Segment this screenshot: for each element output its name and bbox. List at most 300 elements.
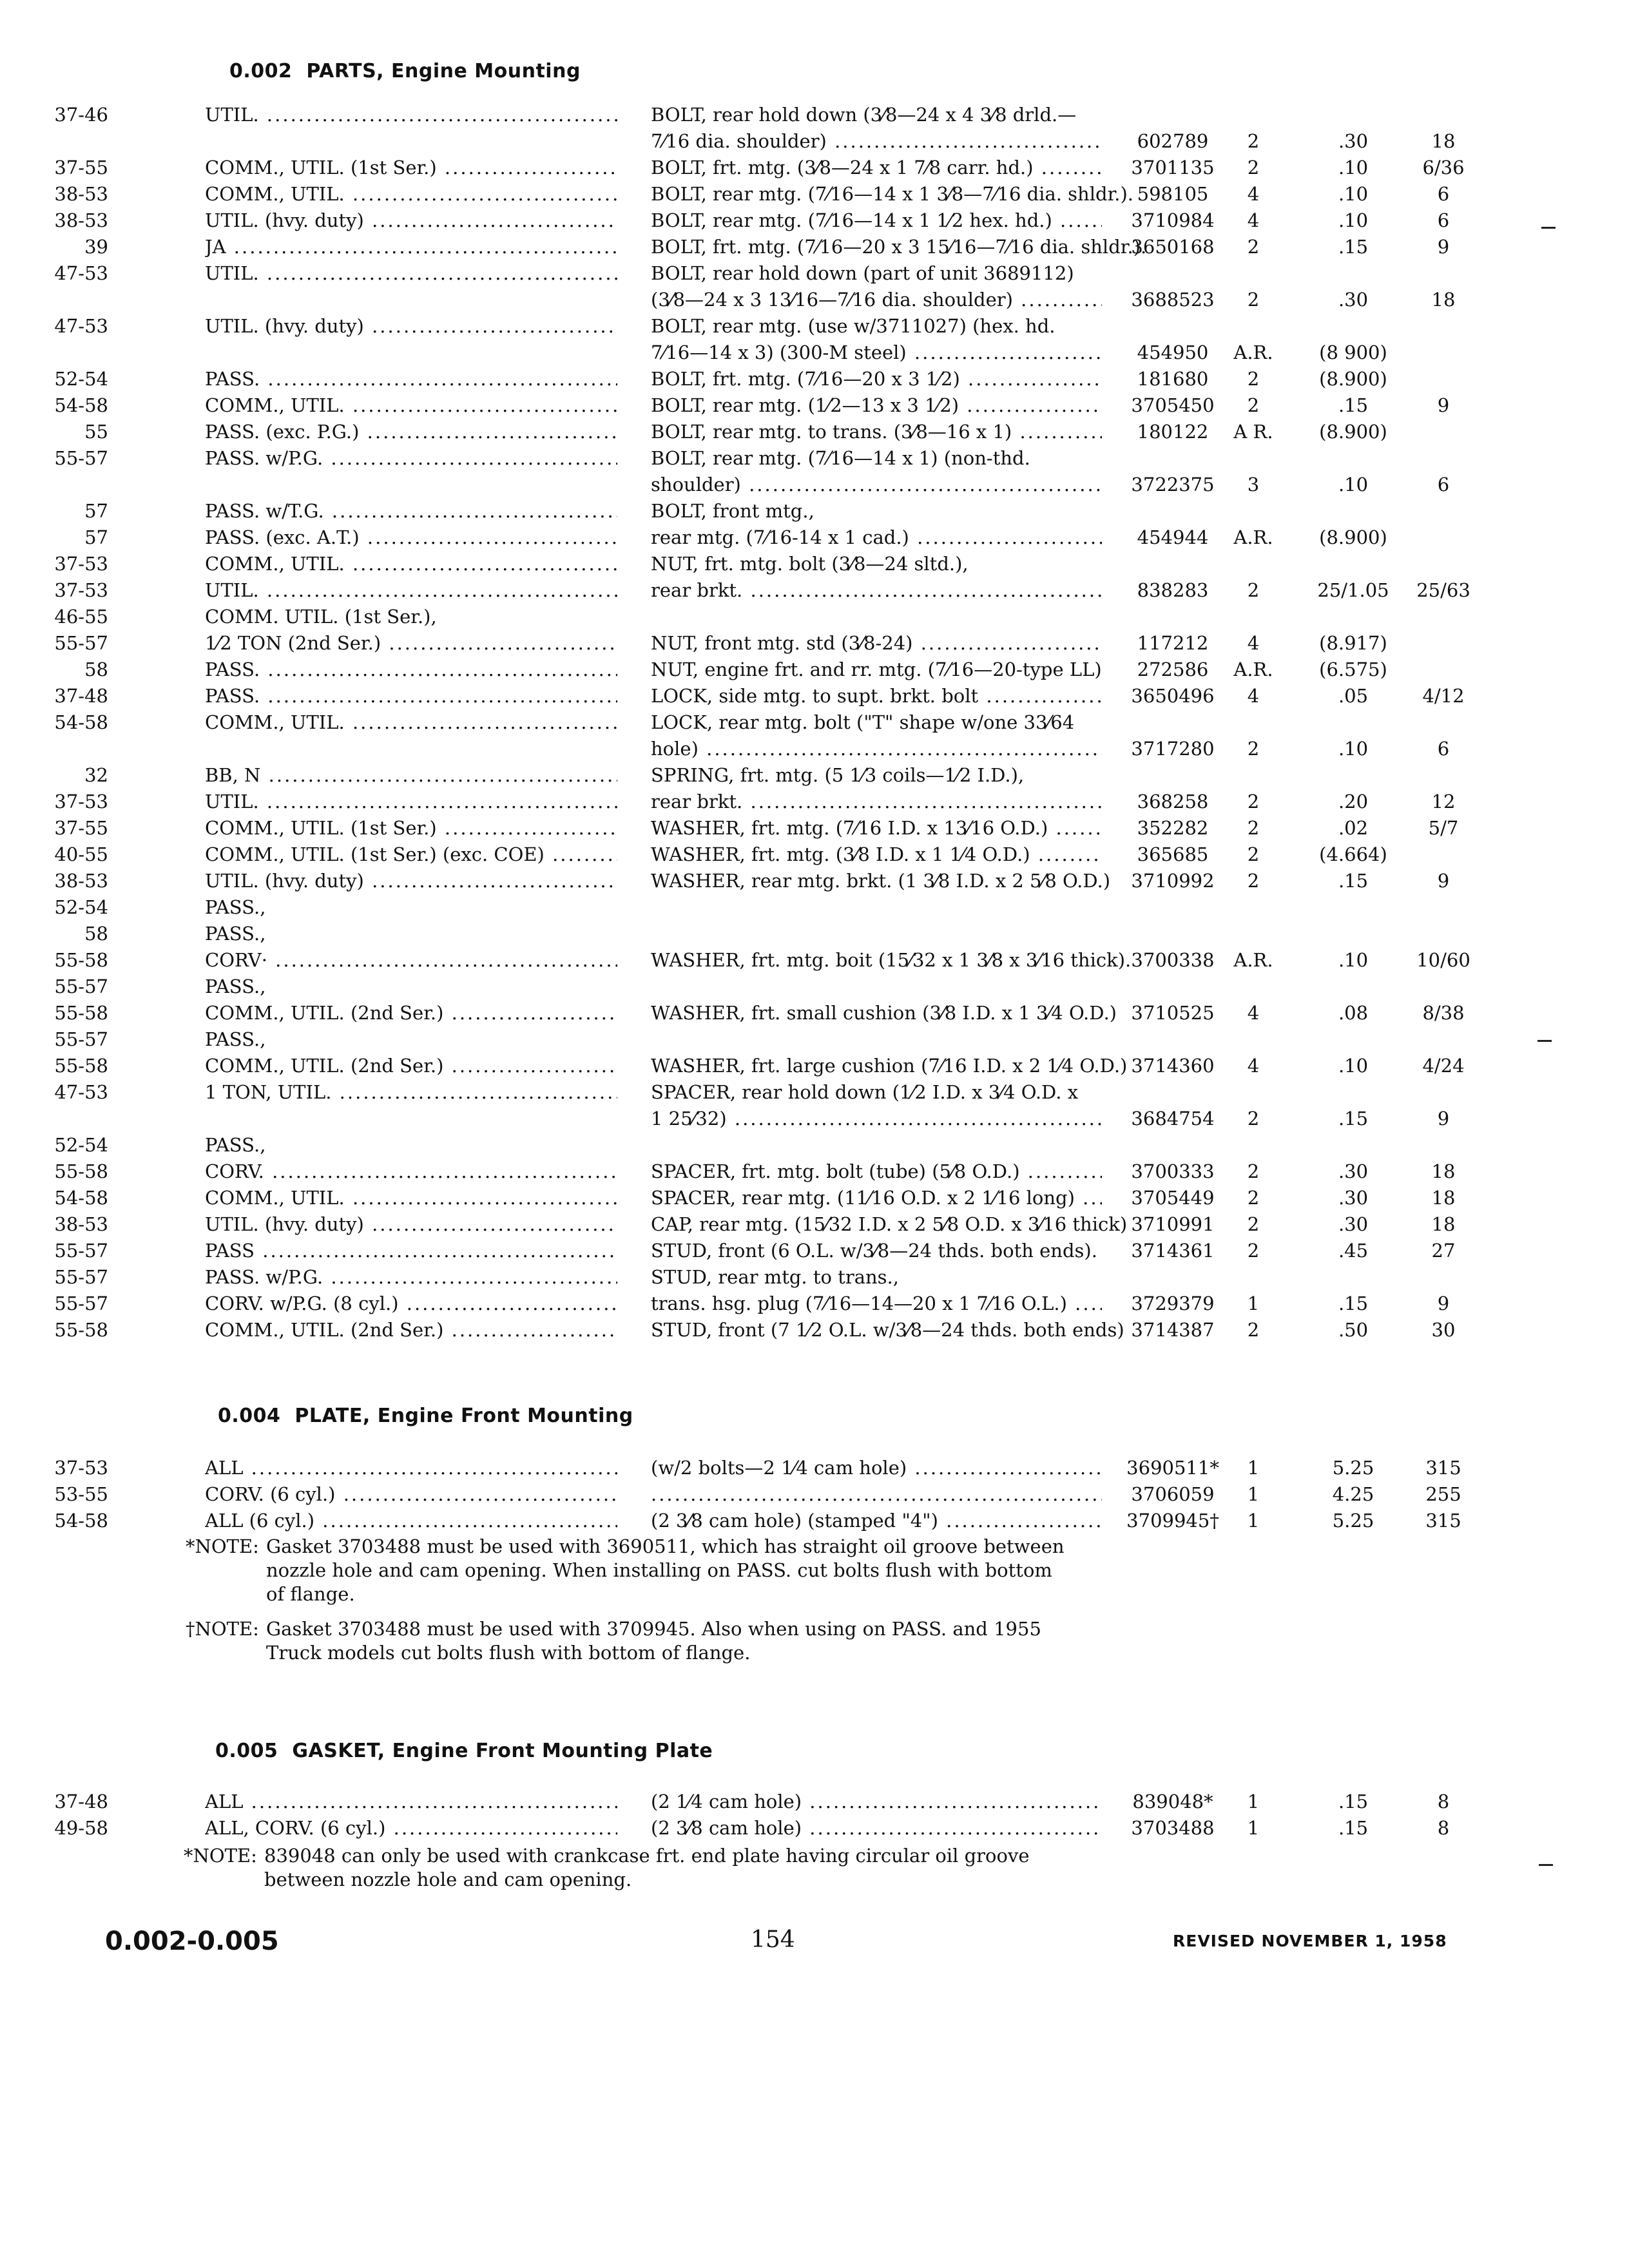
cell-model: COMM., UTIL. ..... [205, 1185, 617, 1211]
table-row [0, 1079, 1629, 1106]
cell-year: 55-58 [54, 1319, 108, 1341]
cell-pack: 30 [1431, 1319, 1456, 1341]
note-line: of flange. [266, 1583, 355, 1605]
table-row [0, 313, 1629, 340]
cell-desc: WASHER, frt. mtg. boit (15⁄32 x 1 3⁄8 x 3⁄16 thick). [651, 949, 1132, 971]
cell-part: 3722375 [1131, 474, 1215, 495]
cell-qty: 1 [1247, 1817, 1260, 1839]
cell-year: 37-55 [54, 157, 108, 178]
cell-price: .30 [1338, 1213, 1369, 1235]
cell-pack: 5/7 [1428, 817, 1459, 839]
cell-price: (6.575) [1319, 658, 1387, 680]
note-label: *NOTE: [184, 1845, 257, 1867]
cell-desc: (2 3⁄8 cam hole) (stamped "4") ..... [651, 1508, 1102, 1534]
table-row [0, 604, 1629, 630]
cell-model: COMM., UTIL. (2nd Ser.) ..... [205, 1000, 617, 1026]
cell-year: 54-58 [54, 711, 108, 733]
cell-pack: 18 [1431, 289, 1456, 311]
cell-price: .15 [1338, 236, 1369, 258]
section-number: 0.002 [229, 60, 293, 82]
cell-year: 55-58 [54, 949, 108, 971]
cell-price: .10 [1338, 949, 1369, 971]
note-line: Gasket 3703488 must be used with 3709945. Also when using on PASS. and 1955 [266, 1618, 1041, 1640]
cell-qty: 2 [1247, 870, 1260, 892]
table-row [0, 630, 1629, 657]
table-row [0, 657, 1629, 683]
cell-price: .15 [1338, 394, 1369, 416]
cell-qty: 2 [1247, 843, 1260, 865]
cell-model: 1 TON, UTIL. ..... [205, 1079, 617, 1106]
cell-desc: WASHER, frt. mtg. (7⁄16 I.D. x 13⁄16 O.D.) ..... [651, 815, 1102, 841]
cell-qty: 2 [1247, 130, 1260, 152]
cell-part: 3705449 [1131, 1187, 1215, 1209]
parts-table-front-mounting-gasket [0, 1789, 1629, 1841]
cell-qty: 2 [1247, 579, 1260, 601]
cell-model: COMM., UTIL. ..... [205, 181, 617, 207]
cell-desc: (2 1⁄4 cam hole) ..... [651, 1789, 1102, 1815]
cell-model: PASS. (exc. P.G.) ..... [205, 419, 617, 445]
table-row [0, 366, 1629, 392]
table-row [0, 894, 1629, 921]
cell-part: 3650496 [1131, 685, 1215, 707]
cell-year: 57 [84, 500, 108, 522]
note-line: Gasket 3703488 must be used with 3690511, which has straight oil groove between [266, 1535, 1065, 1557]
table-row [0, 1238, 1629, 1264]
cell-part: 598105 [1137, 183, 1209, 205]
cell-desc: BOLT, front mtg., [651, 500, 815, 522]
cell-price: .15 [1338, 1293, 1369, 1314]
cell-pack: 25/63 [1416, 579, 1470, 601]
cell-qty: 1 [1247, 1791, 1260, 1812]
table-row [0, 340, 1629, 366]
cell-part: 3710992 [1131, 870, 1215, 892]
cell-qty: 4 [1247, 209, 1260, 231]
cell-part: 117212 [1137, 632, 1209, 654]
cell-model: ALL, CORV. (6 cyl.) ..... [205, 1815, 617, 1841]
cell-model: ALL ..... [205, 1789, 617, 1815]
table-row [0, 472, 1629, 498]
table-row [0, 789, 1629, 815]
cell-part: 838283 [1137, 579, 1209, 601]
cell-model: JA ..... [205, 234, 617, 260]
cell-part: 3714361 [1131, 1240, 1215, 1262]
table-row [0, 1185, 1629, 1211]
cell-pack: 18 [1431, 1160, 1456, 1182]
footer-page-number: 154 [751, 1927, 795, 1953]
cell-year: 54-58 [54, 1187, 108, 1209]
table-row [0, 974, 1629, 1000]
cell-price: (8.900) [1319, 421, 1387, 443]
table-row [0, 577, 1629, 604]
cell-price: (4.664) [1319, 843, 1387, 865]
note-plate-asterisk [186, 1535, 1065, 1606]
cell-qty: 4 [1247, 685, 1260, 707]
cell-price: 5.25 [1332, 1510, 1374, 1532]
note-line: nozzle hole and cam opening. When installing on PASS. cut bolts flush with bottom [266, 1559, 1052, 1581]
cell-desc: (w/2 bolts—2 1⁄4 cam hole) ..... [651, 1455, 1102, 1481]
cell-model: PASS., [205, 923, 266, 945]
cell-desc: LOCK, rear mtg. bolt ("T" shape w/one 33⁄64 [651, 711, 1075, 733]
cell-year: 46-55 [54, 606, 108, 628]
cell-qty: A.R. [1233, 341, 1273, 363]
cell-year: 47-53 [54, 262, 108, 284]
cell-price: 25/1.05 [1317, 579, 1389, 601]
cell-year: 55 [84, 421, 108, 443]
cell-qty: 4 [1247, 1055, 1260, 1077]
note-line: between nozzle hole and cam opening. [264, 1869, 632, 1890]
cell-model: PASS. ..... [205, 366, 617, 392]
cell-desc: WASHER, rear mtg. brkt. (1 3⁄8 I.D. x 2 5⁄8 O.D.) [651, 870, 1111, 892]
cell-qty: A.R. [1233, 526, 1273, 548]
cell-price: .20 [1338, 791, 1369, 812]
cell-year: 37-53 [54, 579, 108, 601]
margin-mark [1541, 227, 1556, 229]
table-row [0, 207, 1629, 234]
table-row [0, 287, 1629, 313]
cell-price: .10 [1338, 1055, 1369, 1077]
table-row [0, 419, 1629, 445]
cell-part: 3710991 [1131, 1213, 1215, 1235]
cell-price: .15 [1338, 870, 1369, 892]
cell-model: 1⁄2 TON (2nd Ser.) ..... [205, 630, 617, 657]
section-heading: PLATE, Engine Front Mounting [294, 1405, 633, 1427]
table-row [0, 1132, 1629, 1158]
cell-pack: 12 [1431, 791, 1456, 812]
cell-part: 3701135 [1131, 157, 1215, 178]
cell-part: 181680 [1137, 368, 1209, 390]
cell-price: .15 [1338, 1791, 1369, 1812]
cell-part: 3714360 [1131, 1055, 1215, 1077]
cell-qty: 2 [1247, 1160, 1260, 1182]
cell-year: 55-57 [54, 1240, 108, 1262]
cell-price: .50 [1338, 1319, 1369, 1341]
cell-qty: 2 [1247, 738, 1260, 760]
section-number: 0.004 [218, 1405, 281, 1427]
note-plate-dagger [186, 1617, 1041, 1665]
table-row [0, 762, 1629, 789]
cell-part: 3690511* [1126, 1457, 1219, 1479]
cell-model: UTIL. ..... [205, 260, 617, 287]
margin-mark [1537, 1040, 1552, 1042]
cell-price: 4.25 [1332, 1483, 1374, 1505]
cell-model: UTIL. ..... [205, 577, 617, 604]
table-row [0, 1026, 1629, 1053]
cell-desc: WASHER, frt. small cushion (3⁄8 I.D. x 1 3⁄4 O.D.) [651, 1002, 1117, 1024]
cell-qty: 1 [1247, 1510, 1260, 1532]
cell-model: PASS. (exc. A.T.) ..... [205, 524, 617, 551]
cell-qty: 2 [1247, 1187, 1260, 1209]
cell-model: UTIL. (hvy. duty) ..... [205, 313, 617, 340]
cell-year: 32 [84, 764, 108, 786]
cell-model: COMM., UTIL. ..... [205, 709, 617, 736]
cell-model: PASS. w/P.G. ..... [205, 1264, 617, 1291]
cell-year: 37-53 [54, 791, 108, 812]
cell-price: .30 [1338, 1187, 1369, 1209]
margin-mark [1539, 1864, 1553, 1866]
cell-year: 49-58 [54, 1817, 108, 1839]
cell-desc: STUD, front (7 1⁄2 O.L. w/3⁄8—24 thds. both ends) [651, 1319, 1124, 1341]
cell-model: PASS. w/T.G. ..... [205, 498, 617, 524]
cell-qty: 2 [1247, 368, 1260, 390]
cell-desc: WASHER, frt. large cushion (7⁄16 I.D. x 2 1⁄4 O.D.) [651, 1055, 1128, 1077]
cell-year: 40-55 [54, 843, 108, 865]
table-row [0, 1106, 1629, 1132]
cell-model: PASS ..... [205, 1238, 617, 1264]
cell-year: 54-58 [54, 394, 108, 416]
table-row [0, 1455, 1629, 1481]
table-row [0, 921, 1629, 947]
cell-model: ALL ..... [205, 1455, 617, 1481]
cell-desc: BOLT, rear hold down (part of unit 3689112) [651, 262, 1074, 284]
cell-part: 454950 [1137, 341, 1209, 363]
footer-section-range: 0.002-0.005 [105, 1927, 279, 1956]
cell-pack: 27 [1431, 1240, 1456, 1262]
cell-price: .10 [1338, 738, 1369, 760]
cell-price: .15 [1338, 1108, 1369, 1129]
cell-model: PASS. ..... [205, 683, 617, 709]
cell-year: 55-57 [54, 447, 108, 469]
cell-qty: 2 [1247, 236, 1260, 258]
cell-year: 58 [84, 658, 108, 680]
table-row [0, 155, 1629, 181]
cell-pack: 6/36 [1422, 157, 1465, 178]
cell-model: PASS., [205, 896, 266, 918]
cell-model: UTIL. (hvy. duty) ..... [205, 868, 617, 894]
table-row [0, 551, 1629, 577]
section-number: 0.005 [215, 1740, 278, 1762]
table-row [0, 181, 1629, 207]
cell-qty: 2 [1247, 791, 1260, 812]
cell-year: 57 [84, 526, 108, 548]
cell-desc: 7⁄16 dia. shoulder) ..... [651, 128, 1102, 155]
cell-price: .30 [1338, 1160, 1369, 1182]
cell-year: 47-53 [54, 1081, 108, 1103]
cell-qty: 2 [1247, 1213, 1260, 1235]
table-row [0, 683, 1629, 709]
cell-part: 3729379 [1131, 1293, 1215, 1314]
table-row [0, 260, 1629, 287]
cell-year: 52-54 [54, 896, 108, 918]
cell-desc: STUD, front (6 O.L. w/3⁄8—24 thds. both ends). [651, 1240, 1097, 1262]
cell-year: 54-58 [54, 1510, 108, 1532]
cell-part: 3705450 [1131, 394, 1215, 416]
cell-part: 272586 [1137, 658, 1209, 680]
cell-year: 47-53 [54, 315, 108, 337]
cell-desc: BOLT, rear hold down (3⁄8—24 x 4 3⁄8 drld.— [651, 104, 1077, 126]
cell-part: 454944 [1137, 526, 1209, 548]
cell-price: .02 [1338, 817, 1369, 839]
cell-desc: (3⁄8—24 x 3 13⁄16—7⁄16 dia. shoulder) ..... [651, 287, 1102, 313]
cell-pack: 8 [1437, 1791, 1450, 1812]
cell-model: COMM., UTIL. (2nd Ser.) ..... [205, 1317, 617, 1343]
table-row [0, 1264, 1629, 1291]
cell-model: PASS., [205, 975, 266, 997]
cell-part: 180122 [1137, 421, 1209, 443]
cell-pack: 4/24 [1422, 1055, 1465, 1077]
cell-qty: 4 [1247, 183, 1260, 205]
table-row [0, 128, 1629, 155]
table-row [0, 1000, 1629, 1026]
cell-part: 368258 [1137, 791, 1209, 812]
cell-pack: 9 [1437, 1293, 1450, 1314]
cell-desc: BOLT, rear mtg. (7⁄16—14 x 1 3⁄8—7⁄16 dia. shldr.). [651, 183, 1134, 205]
cell-qty: 2 [1247, 394, 1260, 416]
cell-part: 3684754 [1131, 1108, 1215, 1129]
cell-desc: SPACER, rear hold down (1⁄2 I.D. x 3⁄4 O.D. x [651, 1081, 1079, 1103]
cell-year: 55-57 [54, 632, 108, 654]
cell-year: 37-53 [54, 1457, 108, 1479]
cell-price: .30 [1338, 130, 1369, 152]
cell-price: (8.917) [1319, 632, 1387, 654]
table-row [0, 1481, 1629, 1508]
table-row [0, 1508, 1629, 1534]
cell-desc: BOLT, frt. mtg. (7⁄16—20 x 3 15⁄16—7⁄16 dia. shldr.). [651, 236, 1147, 258]
cell-year: 52-54 [54, 1134, 108, 1156]
cell-year: 52-54 [54, 368, 108, 390]
cell-desc: BOLT, rear mtg. to trans. (3⁄8—16 x 1) ..... [651, 419, 1102, 445]
cell-desc: NUT, engine frt. and rr. mtg. (7⁄16—20-type LL) [651, 658, 1102, 680]
cell-price: (8 900) [1319, 341, 1387, 363]
cell-model: UTIL. (hvy. duty) ..... [205, 207, 617, 234]
cell-desc [651, 1481, 1102, 1508]
cell-pack: 18 [1431, 1187, 1456, 1209]
cell-qty: 1 [1247, 1457, 1260, 1479]
cell-model: CORV. ..... [205, 1158, 617, 1185]
cell-pack: 18 [1431, 1213, 1456, 1235]
cell-price: .10 [1338, 474, 1369, 495]
cell-model: PASS. w/P.G. ..... [205, 445, 617, 472]
cell-desc: STUD, rear mtg. to trans., [651, 1266, 899, 1288]
cell-part: 3700338 [1131, 949, 1215, 971]
cell-qty: A.R. [1233, 949, 1273, 971]
cell-year: 53-55 [54, 1483, 108, 1505]
table-row [0, 102, 1629, 128]
cell-desc: NUT, frt. mtg. bolt (3⁄8—24 sltd.), [651, 553, 969, 575]
cell-part: 3709945† [1126, 1510, 1219, 1532]
cell-qty: 1 [1247, 1483, 1260, 1505]
cell-qty: 1 [1247, 1293, 1260, 1314]
cell-price: .45 [1338, 1240, 1369, 1262]
cell-desc: (2 3⁄8 cam hole) ..... [651, 1815, 1102, 1841]
cell-desc: rear mtg. (7⁄16-14 x 1 cad.) ..... [651, 524, 1102, 551]
cell-model: PASS. ..... [205, 657, 617, 683]
cell-pack: 315 [1425, 1510, 1461, 1532]
table-row [0, 445, 1629, 472]
cell-model: COMM. UTIL. (1st Ser.), [205, 606, 437, 628]
cell-part: 3700333 [1131, 1160, 1215, 1182]
cell-desc: BOLT, rear mtg. (7⁄16—14 x 1 1⁄2 hex. hd.) ..... [651, 207, 1102, 234]
table-row [0, 868, 1629, 894]
cell-year: 55-57 [54, 1293, 108, 1314]
cell-price: .10 [1338, 157, 1369, 178]
cell-model: UTIL. ..... [205, 102, 617, 128]
cell-price: .08 [1338, 1002, 1369, 1024]
cell-pack: 9 [1437, 394, 1450, 416]
section-title-0004 [218, 1405, 633, 1427]
cell-model: CORV. (6 cyl.) ..... [205, 1481, 617, 1508]
cell-model: ALL (6 cyl.) ..... [205, 1508, 617, 1534]
cell-year: 37-55 [54, 817, 108, 839]
cell-desc: trans. hsg. plug (7⁄16—14—20 x 1 7⁄16 O.L.) ..... [651, 1291, 1102, 1317]
cell-qty: 2 [1247, 157, 1260, 178]
cell-qty: 2 [1247, 1240, 1260, 1262]
cell-year: 37-46 [54, 104, 108, 126]
table-row [0, 815, 1629, 841]
cell-pack: 6 [1437, 183, 1450, 205]
cell-model: UTIL. ..... [205, 789, 617, 815]
cell-year: 38-53 [54, 870, 108, 892]
cell-model: COMM., UTIL. (2nd Ser.) ..... [205, 1053, 617, 1079]
cell-qty: 4 [1247, 1002, 1260, 1024]
cell-qty: A.R. [1233, 658, 1273, 680]
table-row [0, 498, 1629, 524]
table-row [0, 841, 1629, 868]
cell-price: .05 [1338, 685, 1369, 707]
cell-model: COMM., UTIL. (1st Ser.) (exc. COE) ..... [205, 841, 617, 868]
cell-year: 55-57 [54, 975, 108, 997]
cell-qty: A R. [1233, 421, 1273, 443]
cell-model: CORV· ..... [205, 947, 617, 974]
cell-model: CORV. w/P.G. (8 cyl.) ..... [205, 1291, 617, 1317]
cell-year: 55-58 [54, 1160, 108, 1182]
cell-year: 38-53 [54, 1213, 108, 1235]
cell-pack: 10/60 [1416, 949, 1470, 971]
table-row [0, 736, 1629, 762]
cell-pack: 18 [1431, 130, 1456, 152]
cell-pack: 9 [1437, 1108, 1450, 1129]
cell-part: 3714387 [1131, 1319, 1215, 1341]
cell-part: 3650168 [1131, 236, 1215, 258]
cell-desc: SPRING, frt. mtg. (5 1⁄3 coils—1⁄2 I.D.), [651, 764, 1025, 786]
cell-pack: 6 [1437, 738, 1450, 760]
parts-table-engine-mounting [0, 102, 1629, 1343]
cell-qty: 2 [1247, 1108, 1260, 1129]
cell-price: .15 [1338, 1817, 1369, 1839]
cell-year: 37-53 [54, 553, 108, 575]
cell-desc: SPACER, rear mtg. (11⁄16 O.D. x 2 1⁄16 long) ..... [651, 1185, 1102, 1211]
table-row [0, 1815, 1629, 1841]
cell-desc: rear brkt. ..... [651, 577, 1102, 604]
cell-pack: 9 [1437, 236, 1450, 258]
cell-price: (8.900) [1319, 526, 1387, 548]
cell-part: 602789 [1137, 130, 1209, 152]
cell-price: (8.900) [1319, 368, 1387, 390]
cell-desc: BOLT, rear mtg. (use w/3711027) (hex. hd. [651, 315, 1055, 337]
section-title-0005 [215, 1740, 713, 1762]
cell-desc: 7⁄16—14 x 3) (300-M steel) ..... [651, 340, 1102, 366]
cell-pack: 4/12 [1422, 685, 1465, 707]
cell-pack: 9 [1437, 870, 1450, 892]
cell-year: 55-57 [54, 1028, 108, 1050]
cell-desc: shoulder) ..... [651, 472, 1102, 498]
footer-revised-date: REVISED NOVEMBER 1, 1958 [1173, 1932, 1447, 1950]
table-row [0, 709, 1629, 736]
cell-pack: 6 [1437, 474, 1450, 495]
cell-pack: 255 [1425, 1483, 1461, 1505]
cell-part: 3710984 [1131, 209, 1215, 231]
cell-pack: 315 [1425, 1457, 1461, 1479]
cell-qty: 2 [1247, 289, 1260, 311]
cell-qty: 3 [1247, 474, 1260, 495]
cell-model: PASS., [205, 1134, 266, 1156]
table-row [0, 1789, 1629, 1815]
cell-desc: SPACER, frt. mtg. bolt (tube) (5⁄8 O.D.) ..... [651, 1158, 1102, 1185]
note-line: 839048 can only be used with crankcase frt. end plate having circular oil groove [264, 1845, 1030, 1867]
cell-part: 839048* [1132, 1791, 1213, 1812]
cell-part: 3710525 [1131, 1002, 1215, 1024]
table-row [0, 524, 1629, 551]
cell-desc: BOLT, frt. mtg. (3⁄8—24 x 1 7⁄8 carr. hd.) ..... [651, 155, 1102, 181]
